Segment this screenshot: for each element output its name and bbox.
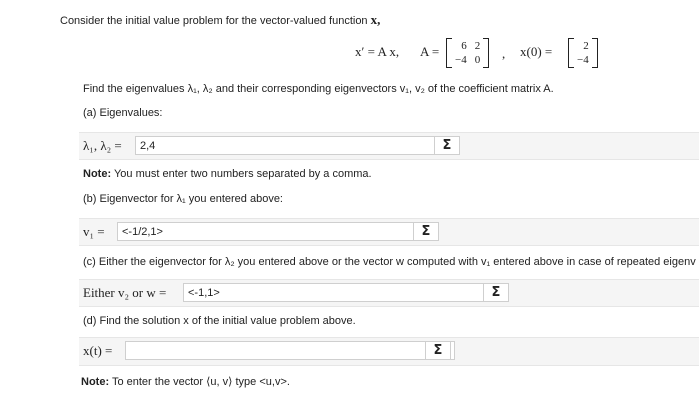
note-label: Note: (83, 168, 112, 180)
part-a-answer-row (79, 132, 699, 160)
sigma-icon[interactable]: Σ (483, 283, 509, 302)
matrix-a (446, 38, 489, 68)
note-text: You must enter two numbers separated by a comma. (111, 168, 372, 180)
part-b-label: v₁ = (83, 224, 105, 239)
eigenvalues-input[interactable] (135, 136, 449, 155)
part-d-heading: (d) Find the solution x of the initial value problem above. (83, 315, 356, 327)
eigenvector-v2-input[interactable] (183, 283, 505, 302)
part-a-heading: (a) Eigenvalues: (83, 107, 163, 119)
part-d-label: x(t) = (83, 343, 113, 358)
find-instruction: Find the eigenvalues λ₁, λ₂ and their corresponding eigenvectors v₁, v₂ of the coefficient matrix A. (83, 83, 554, 95)
problem-intro-var: x, (370, 12, 381, 27)
matrix-a-cell: 0 (474, 54, 481, 66)
part-c-answer-row (79, 279, 699, 307)
solution-input[interactable] (125, 341, 455, 360)
equation-comma: , (502, 46, 506, 61)
matrix-a-label: A = (420, 44, 440, 59)
note-label: Note: (81, 376, 110, 388)
part-a-label: λ₁, λ₂ = (83, 138, 122, 153)
problem-intro (60, 12, 380, 28)
part-c-label: Either v₂ or w = (83, 285, 167, 300)
equation-lhs: x′ = A x, (355, 44, 400, 59)
x0-vector-cell: −4 (577, 54, 589, 66)
part-a-note (83, 168, 372, 180)
eigenvector-v1-input[interactable] (117, 222, 437, 241)
part-d-answer-row (79, 337, 699, 366)
matrix-a-cell: −4 (455, 54, 467, 66)
part-d-note (81, 375, 290, 388)
sigma-icon[interactable]: Σ (434, 136, 460, 155)
matrix-a-cell: 6 (461, 40, 467, 52)
part-b-answer-row (79, 218, 699, 246)
sigma-icon[interactable]: Σ (413, 222, 439, 241)
note-text: To enter the vector ⟨u, v⟩ type <u,v>. (109, 376, 290, 388)
matrix-a-cell: 2 (474, 40, 481, 52)
x0-vector (568, 38, 598, 68)
part-b-heading: (b) Eigenvector for λ₁ you entered above: (83, 193, 283, 205)
problem-intro-text: Consider the initial value problem for the vector-valued function (60, 15, 368, 27)
x0-vector-cell: 2 (583, 40, 589, 52)
part-c-heading: (c) Either the eigenvector for λ₂ you entered above or the vector w computed with v₁ entered above in case of repeated eigenv (83, 256, 696, 268)
x0-label: x(0) = (520, 44, 553, 59)
sigma-icon[interactable]: Σ (425, 341, 451, 360)
